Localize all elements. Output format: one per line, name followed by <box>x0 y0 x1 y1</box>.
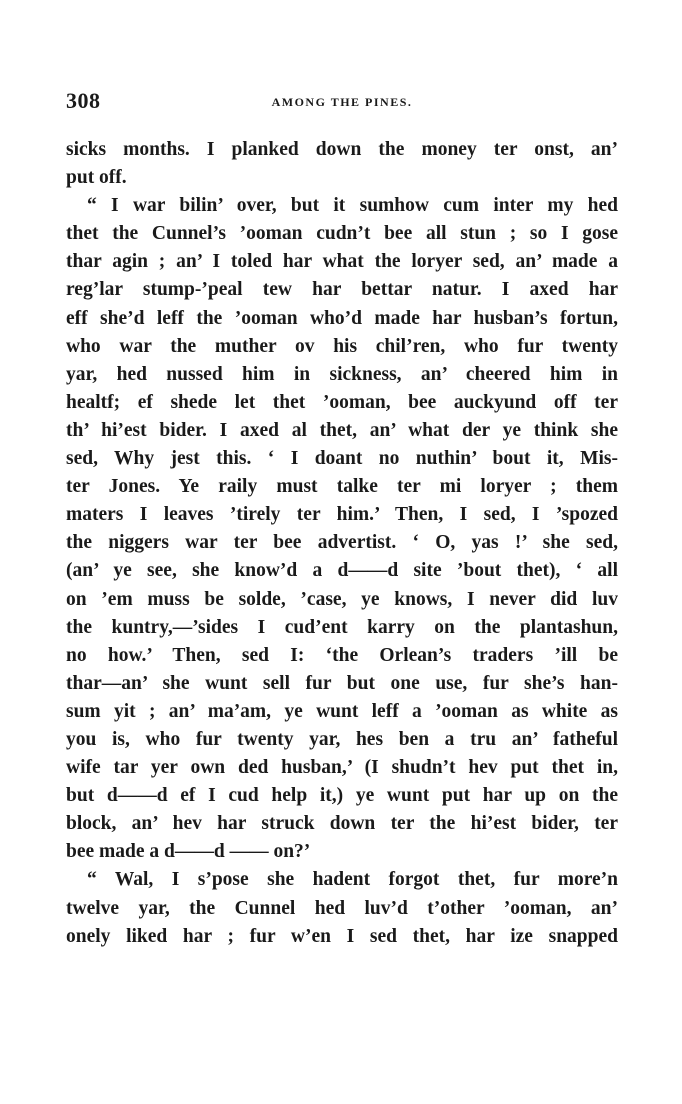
text-line: the niggers war ter bee advertist. ‘ O, yas !’ she sed, <box>66 532 618 554</box>
text-line: reg’lar stump-’peal tew har bettar natur. I axed har <box>66 279 618 301</box>
text-line: thar—an’ she wunt sell fur but one use, fur she’s han- <box>66 672 618 694</box>
text-line: onely liked har ; fur w’en I sed thet, har ize snapped <box>66 925 618 947</box>
text-line: sum yit ; an’ ma’am, ye wunt leff a ’ooman as white as <box>66 700 618 722</box>
text-line: “ Wal, I s’pose she hadent forgot thet, fur more’n <box>87 869 618 891</box>
running-head <box>66 88 618 118</box>
text-line: yar, hed nussed him in sickness, an’ cheered him in <box>66 363 618 385</box>
text-line: “ I war bilin’ over, but it sumhow cum inter my hed <box>87 195 618 217</box>
text-line: put off. <box>66 167 127 189</box>
text-line: bee made a d——d —— on?’ <box>66 841 311 863</box>
text-line: wife tar yer own ded husban,’ (I shudn’t hev put thet in, <box>66 757 618 779</box>
text-line: you is, who fur twenty yar, hes ben a tru an’ fatheful <box>66 728 618 750</box>
body-text <box>66 136 618 951</box>
text-line: but d——d ef I cud help it,) ye wunt put har up on the <box>66 785 618 807</box>
text-line: ter Jones. Ye raily must talke ter mi loryer ; them <box>66 476 618 498</box>
text-line: no how.’ Then, sed I: ‘the Orlean’s traders ’ill be <box>66 644 618 666</box>
text-line: eff she’d leff the ’ooman who’d made har husban’s fortun, <box>66 307 618 329</box>
text-line: sicks months. I planked down the money ter onst, an’ <box>66 139 618 160</box>
text-line: thet the Cunnel’s ’ooman cudn’t bee all stun ; so I gose <box>66 223 618 245</box>
text-line: healtf; ef shede let thet ’ooman, bee auckyund off ter <box>66 391 618 413</box>
text-line: (an’ ye see, she know’d a d——d site ’bout thet), ‘ all <box>66 560 618 582</box>
text-line: sed, Why jest this. ‘ I doant no nuthin’ bout it, Mis- <box>66 448 618 470</box>
text-line: twelve yar, the Cunnel hed luv’d t’other ’ooman, an’ <box>66 897 618 919</box>
page-number: 308 <box>66 88 101 113</box>
text-line: maters I leaves ’tirely ter him.’ Then, I sed, I ’spozed <box>66 504 618 526</box>
text-line: th’ hi’est bider. I axed al thet, an’ what der ye think she <box>66 419 618 441</box>
text-line: thar agin ; an’ I toled har what the loryer sed, an’ made a <box>66 251 618 273</box>
running-title: AMONG THE PINES. <box>271 95 413 109</box>
text-line: the kuntry,—’sides I cud’ent karry on the plantashun, <box>66 616 618 638</box>
text-line: on ’em muss be solde, ’case, ye knows, I never did luv <box>66 588 618 610</box>
text-line: who war the muther ov his chil’ren, who fur twenty <box>66 335 618 357</box>
text-line: block, an’ hev har struck down ter the hi’est bider, ter <box>66 813 618 835</box>
